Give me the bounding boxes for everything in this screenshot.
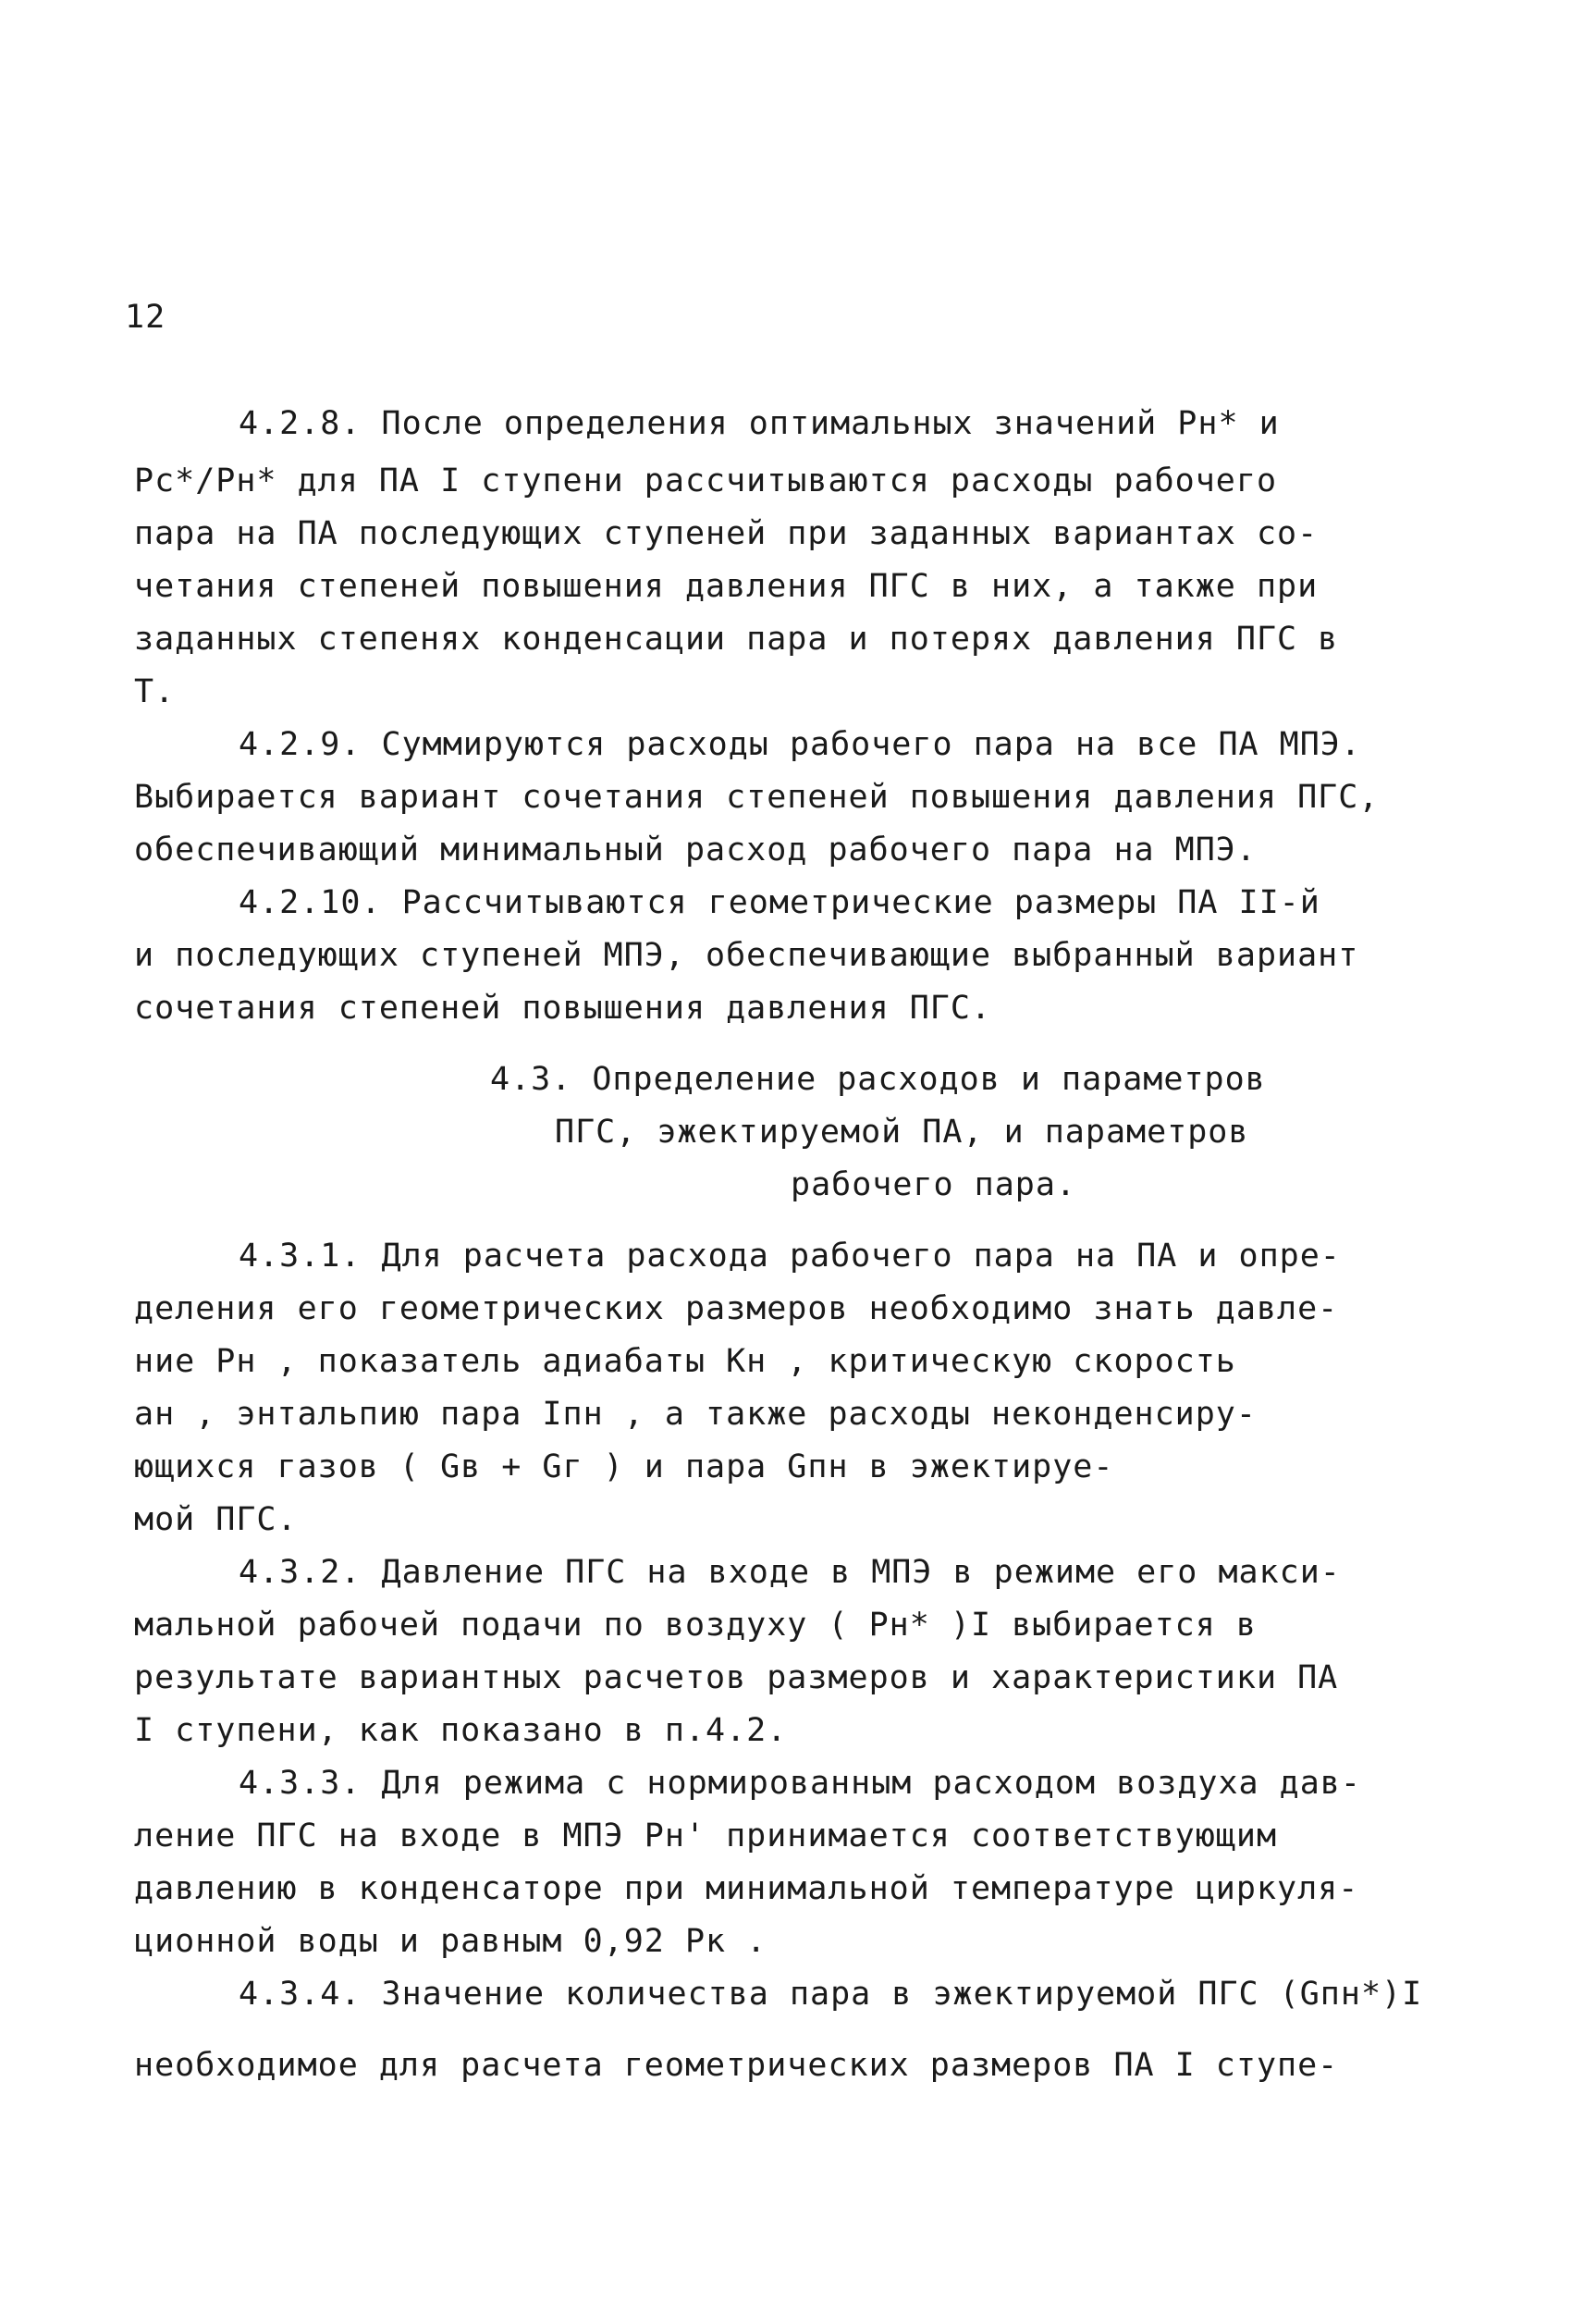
text-line: мальной рабочей подачи по воздуху ( Рн* )I выбирается в [134,1607,1257,1644]
text-line: ционной воды и равным 0,92 Рк . [134,1923,767,1960]
text-line: пара на ПА последующих ступеней при заданных вариантах со- [134,515,1319,552]
text-line: сочетания степеней повышения давления ПГС. [134,990,992,1027]
text-line: 4.3.2. Давление ПГС на входе в МПЭ в режиме его макси- [239,1554,1341,1591]
text-line: ан , энтальпию пара Iпн , а также расходы неконденсиру- [134,1396,1257,1433]
text-line: заданных степенях конденсации пара и потерях давления ПГС в [134,621,1339,658]
text-line: Выбирается вариант сочетания степеней повышения давления ПГС, [134,779,1380,816]
text-line: 4.3.1. Для расчета расхода рабочего пара на ПА и опре- [239,1238,1341,1275]
text-line: 4.3. Определение расходов и параметров [490,1061,1266,1098]
text-line: 4.3.3. Для режима с нормированным расходом воздуха дав- [239,1765,1361,1802]
text-line: ПГС, эжектируемой ПА, и параметров [555,1114,1249,1151]
text-line: 4.2.10. Рассчитываются геометрические размеры ПА II-й [239,884,1320,921]
text-line: мой ПГС. [134,1501,298,1538]
page-number: 12 [125,299,166,336]
text-line: ление ПГС на входе в МПЭ Рн' принимается соответствующим [134,1817,1278,1854]
text-line: ющихся газов ( Gв + Gг ) и пара Gпн в эжектируе- [134,1448,1114,1485]
text-line: деления его геометрических размеров необходимо знать давле- [134,1290,1339,1327]
text-line: Т. [134,673,176,710]
text-line: 4.2.9. Суммируются расходы рабочего пара на все ПА МПЭ. [239,726,1361,763]
text-line: 4.3.4. Значение количества пара в эжектируемой ПГС (Gпн*)I [239,1976,1423,2013]
text-line: обеспечивающий минимальный расход рабочего пара на МПЭ. [134,832,1257,868]
text-line: давлению в конденсаторе при минимальной температуре циркуля- [134,1870,1359,1907]
text-line: 4.2.8. После определения оптимальных значений Рн* и [239,405,1280,442]
text-line: четания степеней повышения давления ПГС в них, а также при [134,568,1319,605]
text-line: и последующих ступеней МПЭ, обеспечивающие выбранный вариант [134,937,1359,974]
text-line: ние Рн , показатель адиабаты Кн , критическую скорость [134,1343,1236,1380]
text-line: необходимое для расчета геометрических размеров ПА I ступе- [134,2047,1339,2084]
text-line: результате вариантных расчетов размеров и характеристики ПА [134,1659,1339,1696]
text-line: рабочего пара. [791,1166,1077,1203]
text-line: Рс*/Рн* для ПА I ступени рассчитываются расходы рабочего [134,462,1278,499]
text-line: I ступени, как показано в п.4.2. [134,1712,788,1749]
